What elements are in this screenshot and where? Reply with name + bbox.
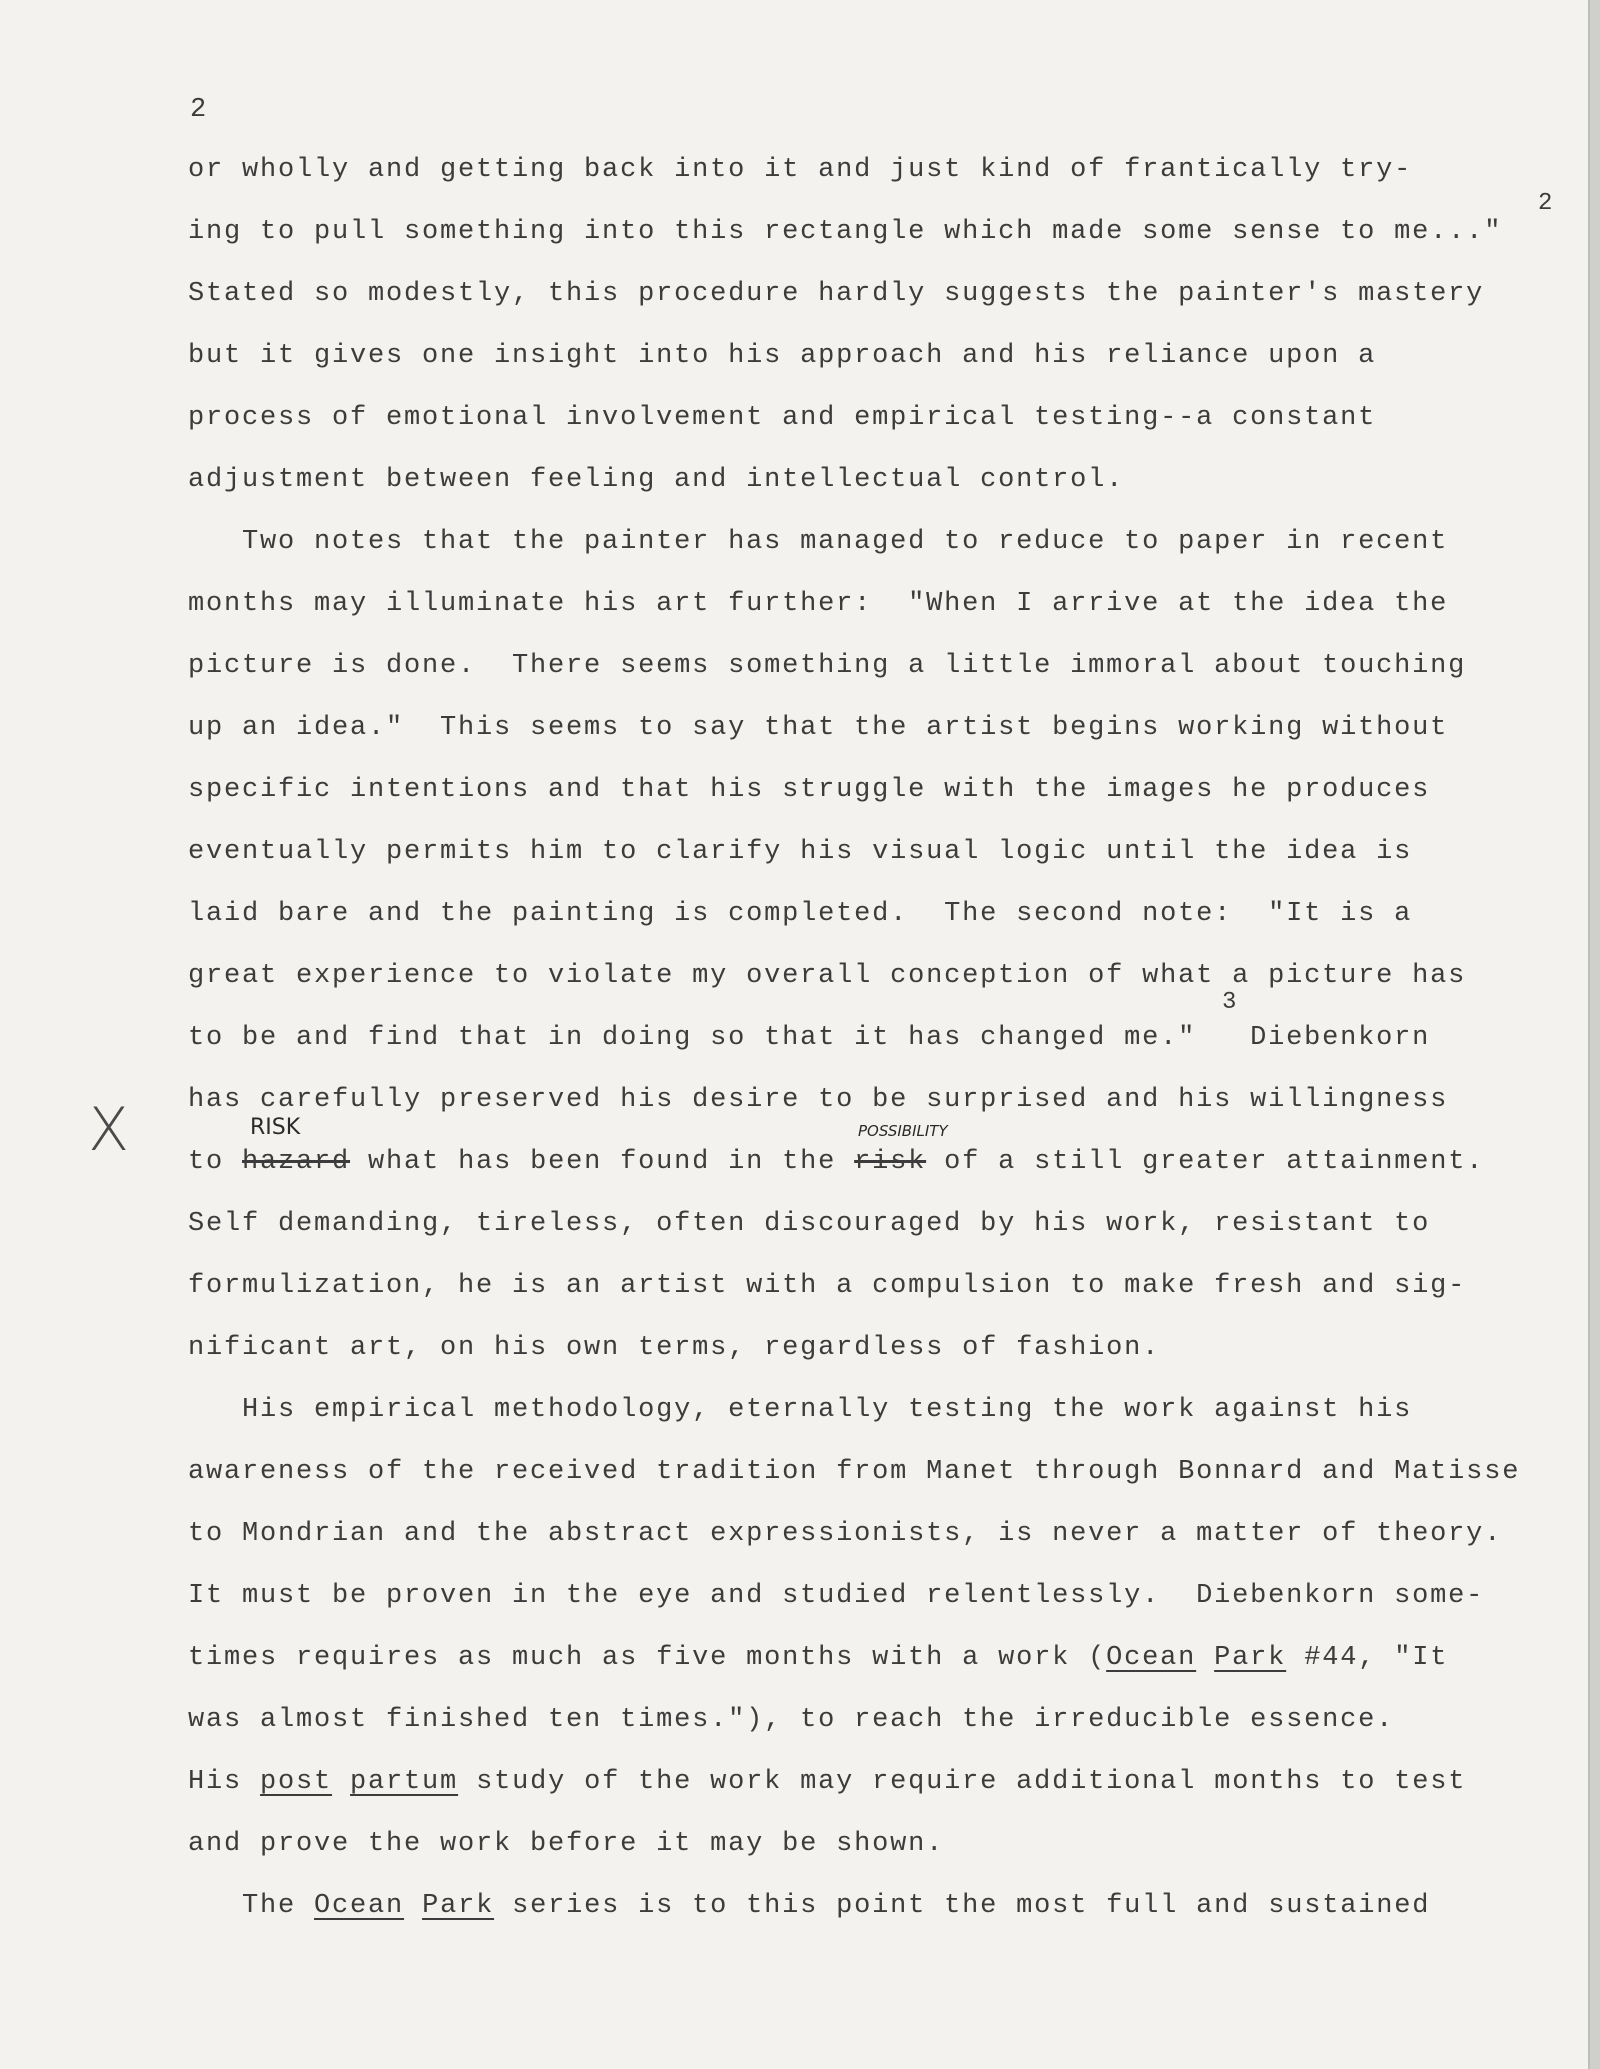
text-line [188,1769,1466,1796]
text-line: but it gives one insight into his approach and his reliance upon a [188,341,1377,371]
text-segment: of a still greater attainment. [926,1147,1485,1177]
text-line: Self demanding, tireless, often discouraged by his work, resistant to [188,1209,1431,1239]
underlined-partum: partum [350,1767,459,1797]
handwritten-risk: RISK [250,1115,301,1140]
text-line: nificant art, on his own terms, regardless of fashion. [188,1333,1161,1363]
text-line: great experience to violate my overall conception of what a picture has [188,961,1467,991]
handwritten-possibility: POSSIBILITY [858,1122,948,1140]
text-line: adjustment between feeling and intellectual control. [188,465,1125,495]
text-line: awareness of the received tradition from Manet through Bonnard and Matisse [188,1457,1521,1487]
text-segment [1196,1643,1214,1673]
text-line-with-corrections [188,1149,1484,1176]
text-line: was almost finished ten times."), to reach the irreducible essence. [188,1705,1395,1735]
underlined-title-ocean: Ocean [1106,1643,1197,1673]
text-line: ing to pull something into this rectangle which made some sense to me..." [188,217,1503,247]
text-line: It must be proven in the eye and studied relentlessly. Diebenkorn some- [188,1581,1485,1611]
underlined-title-park: Park [1214,1643,1287,1673]
text-line: process of emotional involvement and empirical testing--a constant [188,403,1377,433]
text-segment: His [188,1767,261,1797]
text-segment: #44, "It [1286,1643,1449,1673]
text-line: up an idea." This seems to say that the artist begins working without [188,713,1449,743]
footnote-marker-2: 2 [1538,190,1553,217]
underlined-title-ocean: Ocean [314,1891,405,1921]
text-line: and prove the work before it may be shown. [188,1829,945,1859]
text-segment [332,1767,350,1797]
text-line [188,1645,1448,1672]
text-line: has carefully preserved his desire to be surprised and his willingness [188,1085,1449,1115]
text-line: Two notes that the painter has managed to reduce to paper in recent [188,527,1449,557]
text-segment: study of the work may require additional months to test [458,1767,1467,1797]
text-segment [404,1891,422,1921]
underlined-title-park: Park [422,1891,495,1921]
text-line: laid bare and the painting is completed. The second note: "It is a [188,899,1413,929]
text-segment: times requires as much as five months with a work ( [188,1643,1107,1673]
text-line: Stated so modestly, this procedure hardly suggests the painter's mastery [188,279,1485,309]
text-line: picture is done. There seems something a little immoral about touching [188,651,1467,681]
text-line: eventually permits him to clarify his visual logic until the idea is [188,837,1413,867]
struck-word-hazard: hazard [242,1147,351,1177]
text-line [188,1893,1430,1920]
margin-x-mark: X [88,1095,130,1165]
text-line: formulization, he is an artist with a compulsion to make fresh and sig- [188,1271,1467,1301]
underlined-post: post [260,1767,333,1797]
text-line: to Mondrian and the abstract expressionists, is never a matter of theory. [188,1519,1503,1549]
text-segment: The [188,1891,315,1921]
text-segment: what has been found in the [350,1147,855,1177]
text-line: to be and find that in doing so that it has changed me." Diebenkorn [188,1023,1431,1053]
text-segment: series is to this point the most full and sustained [494,1891,1431,1921]
page-number: 2 [190,95,207,125]
footnote-marker-3: 3 [1222,989,1237,1016]
text-line: His empirical methodology, eternally testing the work against his [188,1395,1413,1425]
text-line: months may illuminate his art further: "When I arrive at the idea the [188,589,1449,619]
text-line: specific intentions and that his struggle with the images he produces [188,775,1431,805]
struck-word-risk: risk [854,1147,927,1177]
text-line: or wholly and getting back into it and just kind of frantically try- [188,155,1413,185]
text-segment: to [188,1147,243,1177]
